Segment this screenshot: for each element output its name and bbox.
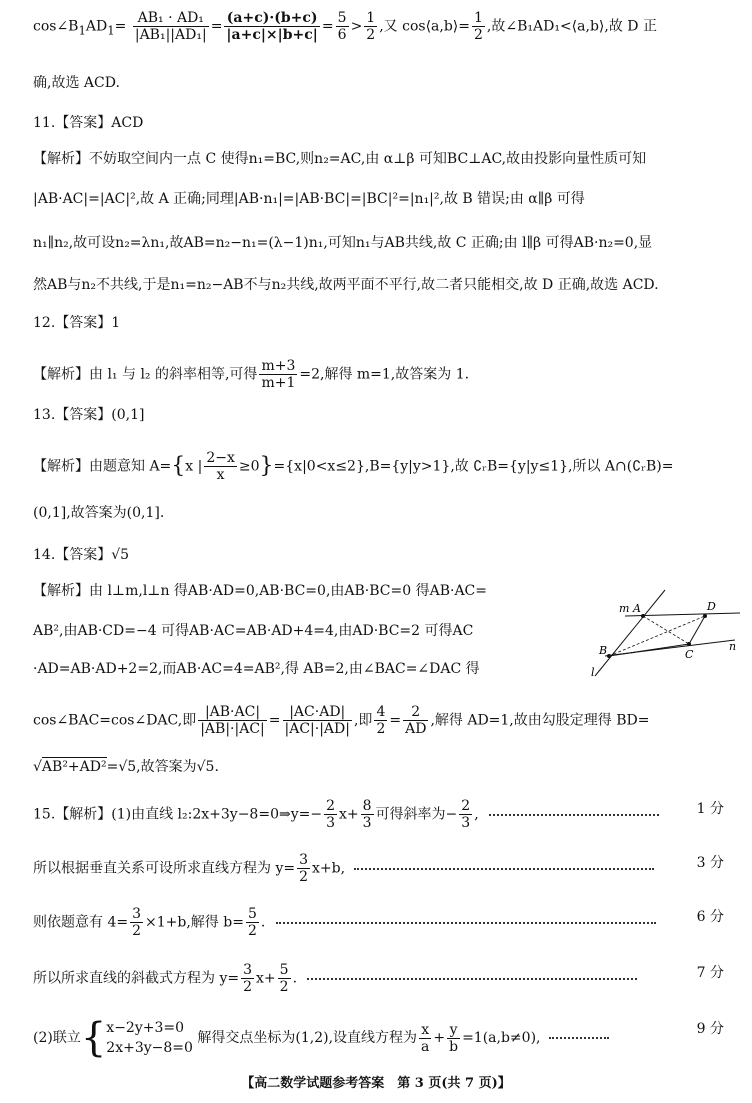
text: . [292, 970, 298, 987]
numerator: 8 [362, 798, 372, 814]
page-footer: 【高二数学试题参考答案 第 3 页(共 7 页)】 [241, 1076, 511, 1091]
fraction [419, 1022, 431, 1055]
denominator: 6 [337, 27, 347, 43]
fraction [133, 10, 209, 43]
denominator: b [449, 1038, 459, 1055]
q14-analysis-line-4: cos∠BAC=cos∠DAC,即 $\frac{|AB\cdot AC|}{|AB|\cdot|AC|}$ = $\frac{|AC\cdot AD|}{|AC|\cdot|AD|}$ ,即 $\frac{4}{2}$ = $\frac{2}{AD}$ ,解得 AD=1,故由勾股定理得 BD= [33, 704, 650, 737]
point-b [607, 654, 611, 658]
fraction [224, 10, 319, 43]
text: (2)联立 [33, 1030, 81, 1046]
denominator: |a+c|×|b+c| [226, 27, 318, 43]
numerator: 2 [461, 798, 471, 814]
denominator: 2 [132, 923, 142, 939]
q12-answer-heading: 12.【答案】1 [33, 315, 121, 331]
numerator: m+3 [261, 358, 296, 374]
q12-analysis-line [33, 358, 738, 391]
system-brace: { [80, 1015, 107, 1061]
numerator: (a+c)·(b+c) [224, 10, 319, 27]
denominator: m+1 [261, 375, 296, 391]
denominator: 2 [376, 721, 386, 737]
score-7: 7 分 [696, 965, 724, 981]
text: 所以所求直线的斜截式方程为 y= [33, 970, 240, 987]
text: =2,解得 m=1,故答案为 1. [299, 366, 470, 383]
sqrt-sign: √ [33, 759, 42, 775]
fraction [336, 10, 349, 43]
brace-close: } [259, 453, 274, 479]
numerator: 1 [474, 10, 483, 26]
q14-analysis-line-2: AB²,由AB·CD=−4 可得AB·AC=AB·AD+4=4,由AD·BC=2 可得AC [33, 623, 474, 639]
score-1: 1 分 [696, 801, 724, 817]
denominator: 2 [279, 979, 289, 995]
text: + [433, 1030, 446, 1046]
numerator: 3 [243, 962, 253, 978]
q14-analysis-line-1: 【解析】由 l⊥m,l⊥n 得AB·AD=0,AB·BC=0,由AB·BC=0 得AB·AC= [33, 583, 487, 599]
text: 【解析】由题意知 A= [33, 458, 172, 475]
numerator: 3 [132, 906, 142, 922]
equation-2: 2x+3y−8=0 [106, 1040, 193, 1056]
text: x | [185, 458, 203, 475]
denominator: a [421, 1038, 430, 1055]
numerator: 2 [403, 704, 428, 721]
q13-answer-heading: 13.【答案】(0,1] [33, 407, 145, 423]
fraction [324, 798, 337, 831]
fraction [259, 358, 297, 391]
text: x+ [339, 806, 359, 823]
numerator: |AC·AD| [283, 704, 352, 721]
text: 可得斜率为− [375, 806, 458, 823]
label-a: A [633, 602, 641, 615]
denominator: |AC|·|AD| [284, 721, 350, 737]
q11-analysis-line-4: 然AB与n₂不共线,于是n₁=n₂−AB不与n₂共线,故两平面不平行,故二者只能相交,故 D 正确,故选 ACD. [33, 277, 659, 293]
numerator: y [447, 1022, 460, 1039]
text: ={x|0<x≤2},B={y|y>1},故 ∁ᵣB={y|y≤1},所以 A∩(∁ᵣB)= [273, 458, 674, 475]
text: ,故∠B₁AD₁<⟨a,b⟩,故 D 正 [486, 18, 657, 35]
fraction [283, 704, 352, 737]
q14-analysis-line-5 [33, 756, 738, 778]
text: 15.【解析】(1)由直线 l₂:2x+3y−8=0⇒y=− [33, 806, 323, 823]
text: 解得交点坐标为(1,2),设直线方程为 [197, 1030, 418, 1046]
q10-conclusion-line: $\cos\angle B_1AD_1=$ $\frac{\text{AB₁ · AD₁}}{\text{|AB₁||AD₁|}}$ = $\frac{(a+c)\cdot(b+c)}{|a+c|\times|b+c|}$ = $\frac{5}{6}$ > $\frac{1}{2}$ ,又 cos⟨a,b⟩= $\frac{1}{2}$ ,故∠B₁AD₁<⟨a,b⟩,故 D 正 [33, 10, 657, 43]
score-3: 3 分 [696, 855, 724, 871]
denominator: |AB|·|AC| [200, 721, 265, 737]
label-m: m [619, 602, 630, 615]
fraction [198, 704, 267, 737]
numerator: 1 [366, 10, 376, 26]
equation-system [106, 1018, 193, 1058]
text: 所以根据垂直关系可设所求直线方程为 y= [33, 860, 296, 877]
text: cos∠B [33, 18, 79, 35]
leader-dots [307, 978, 637, 980]
q15-step-4 [33, 962, 738, 995]
numerator: |AB·AC| [198, 704, 267, 721]
leader-dots [549, 1037, 609, 1039]
text: =1(a,b≠0), [462, 1030, 541, 1046]
segment-bc [609, 644, 689, 656]
fraction [241, 962, 254, 995]
numerator: 3 [299, 852, 309, 868]
text: cos∠BAC=cos∠DAC,即 [33, 712, 197, 729]
fraction [130, 906, 143, 939]
leader-dots [489, 814, 659, 816]
numerator: AB₁ · AD₁ [133, 10, 209, 27]
denominator: 2 [366, 27, 376, 43]
text: ≥0 [238, 458, 260, 475]
text: ×1+b,解得 b= [145, 914, 244, 931]
denominator: 2 [247, 923, 257, 939]
point-c [687, 642, 691, 646]
numerator: 5 [247, 906, 257, 922]
numerator: 5 [279, 962, 289, 978]
equation-1: x−2y+3=0 [106, 1020, 185, 1036]
q11-analysis-line-2: |AB·AC|=|AC|²,故 A 正确;同理|AB·n₁|=|AB·BC|=|BC|²=|n₁|²,故 B 错误;由 α∥β 可得 [33, 191, 585, 207]
label-b: B [599, 644, 608, 657]
fraction [459, 798, 472, 831]
denominator: 3 [326, 815, 335, 831]
numerator: 4 [376, 704, 386, 720]
label-d: D [707, 600, 716, 613]
fraction [447, 1022, 460, 1055]
score-6: 6 分 [696, 909, 724, 925]
q13-analysis-line-1 [33, 450, 738, 483]
point-a [641, 614, 645, 618]
text: =√5,故答案为√5. [106, 759, 219, 775]
geometry-diagram [585, 588, 745, 680]
text: , [474, 806, 479, 823]
text: x+ [256, 970, 276, 987]
q14-analysis-line-3: ·AD=AB·AD+2=2,而AB·AC=4=AB²,得 AB=2,由∠BAC=∠DAC 得 [33, 661, 480, 677]
q15-step-1 [33, 798, 738, 831]
q15-step-5 [33, 1015, 738, 1061]
denominator: 2 [243, 979, 253, 995]
q11-analysis-line-3: n₁∥n₂,故可设n₂=λn₁,故AB=n₂−n₁=(λ−1)n₁,可知n₁与AB共线,故 C 正确;由 l∥β 可得AB·n₂=0,显 [33, 235, 653, 251]
q11-answer-heading: 11.【答案】ACD [33, 115, 144, 131]
text: 则依题意有 4= [33, 914, 129, 931]
text: AD [85, 18, 108, 35]
line-l [595, 590, 665, 676]
fraction [403, 704, 428, 737]
q14-answer-heading: 14.【答案】√5 [33, 547, 130, 563]
fraction [374, 704, 387, 737]
fraction [361, 798, 374, 831]
text: ,又 cos⟨a,b⟩= [379, 18, 470, 35]
denominator: |AB₁||AD₁| [134, 27, 207, 43]
denominator: 2 [299, 869, 309, 885]
numerator: x [419, 1022, 431, 1039]
leader-dots [354, 868, 654, 870]
text: 【解析】由 l₁ 与 l₂ 的斜率相等,可得 [33, 366, 258, 383]
segment-cd [689, 616, 705, 644]
fraction [204, 450, 237, 483]
numerator: 2−x [206, 450, 235, 466]
q13-analysis-line-2: (0,1],故答案为(0,1]. [33, 505, 165, 521]
denominator: 3 [461, 815, 471, 831]
text: x+b, [312, 860, 346, 877]
denominator: AD [405, 721, 427, 737]
segment-ac [643, 616, 689, 644]
label-c: C [685, 648, 694, 661]
fraction [278, 962, 291, 995]
leader-dots [276, 922, 656, 924]
brace-open: { [171, 453, 186, 479]
fraction [246, 906, 259, 939]
denominator: x [216, 467, 225, 483]
fraction [297, 852, 310, 885]
q15-step-2 [33, 852, 738, 885]
numerator: 5 [337, 10, 347, 26]
label-n: n [729, 640, 737, 653]
denominator: 2 [474, 27, 483, 43]
score-9: 9 分 [696, 1021, 724, 1037]
text: ,即 [353, 712, 373, 729]
numerator: 2 [326, 798, 335, 814]
label-l: l [591, 666, 595, 679]
q15-step-3 [33, 906, 738, 939]
fraction [364, 10, 377, 43]
sqrt-body: AB²+AD² [41, 759, 107, 775]
denominator: 3 [362, 815, 372, 831]
text: . [260, 914, 266, 931]
q10-final-line: 确,故选 ACD. [33, 75, 120, 91]
text: > [350, 18, 363, 35]
point-d [703, 614, 707, 618]
text: ,解得 AD=1,故由勾股定理得 BD= [430, 712, 650, 729]
fraction [472, 10, 485, 43]
text: = [114, 18, 127, 35]
q11-analysis-line-1: 【解析】不妨取空间内一点 C 使得n₁=BC,则n₂=AC,由 α⊥β 可知BC⊥AC,故由投影向量性质可知 [33, 151, 647, 167]
